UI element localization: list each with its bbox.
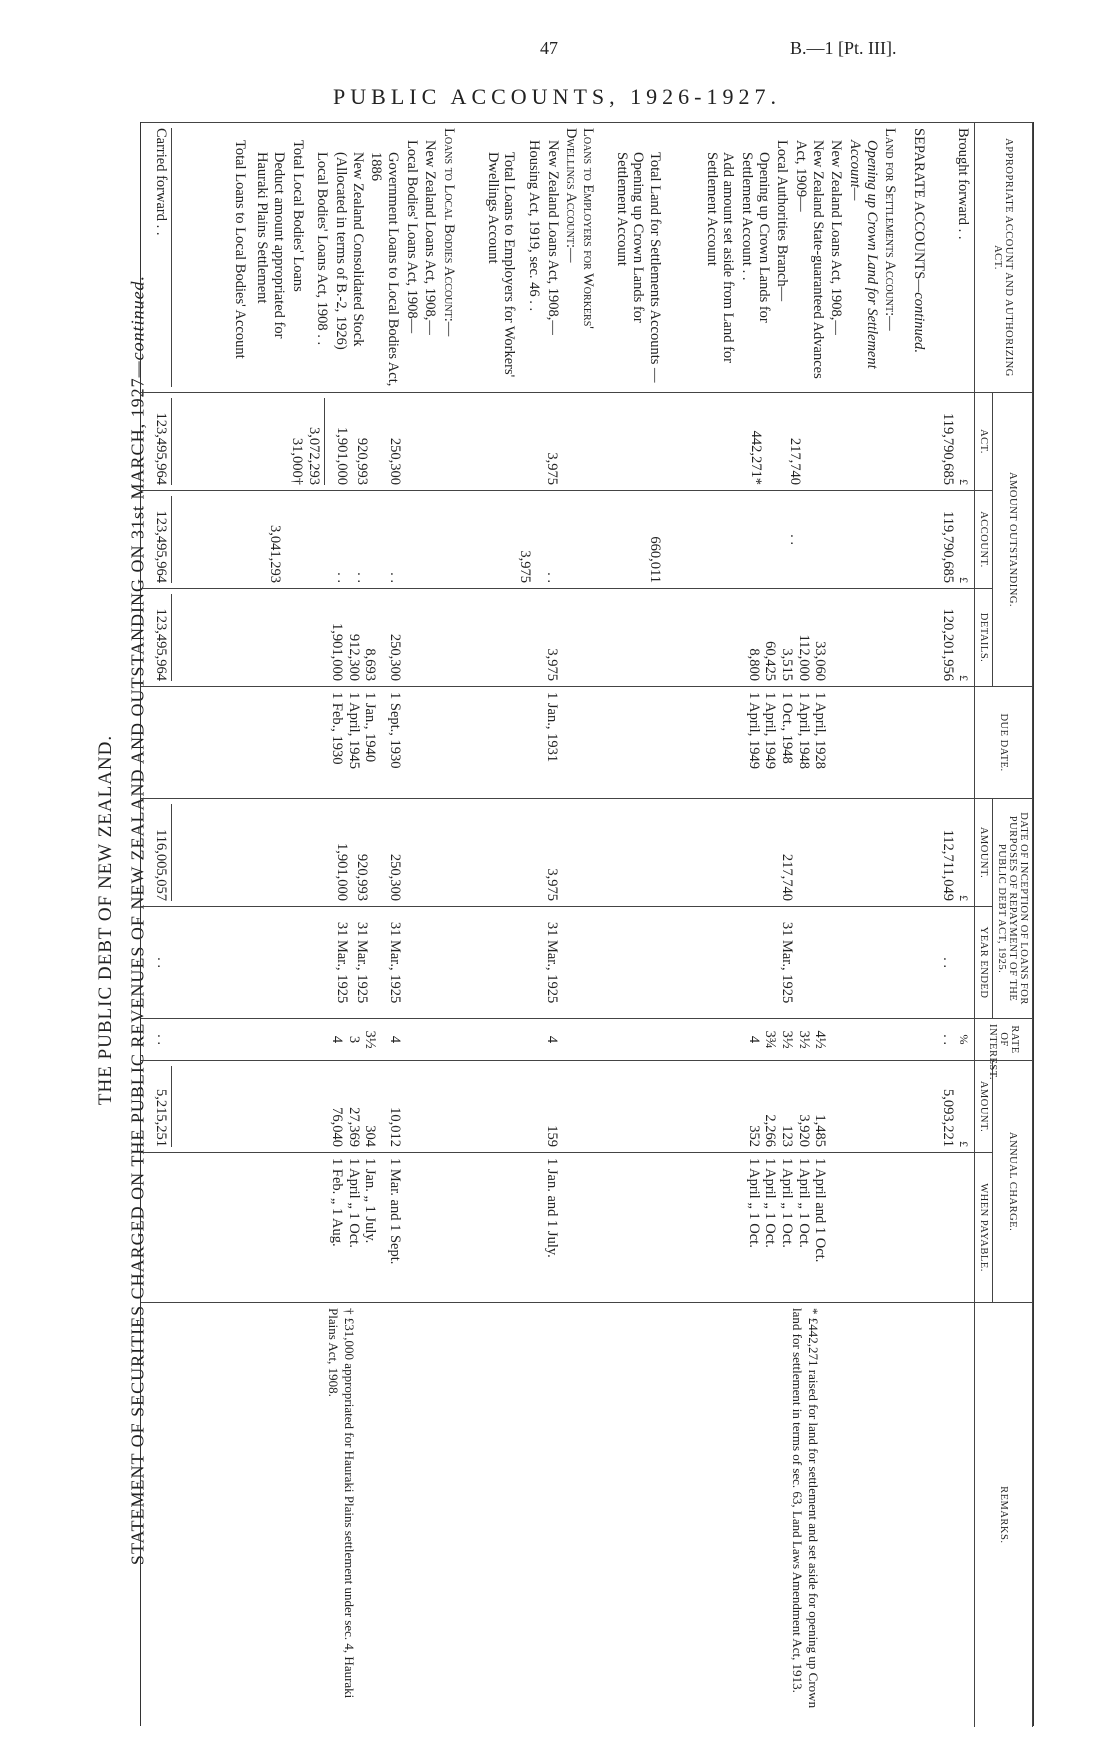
securities-table-frame (140, 122, 1034, 1726)
brought-due (930, 687, 975, 799)
local-act2: Local Bodies' Loans Act, 1908— (403, 140, 420, 334)
carried-charge: 5,215,251 (141, 1061, 189, 1153)
col-header-inception: DATE OF INCEPTION OF LOANS FOR PURPOSES OF REPAYMENT OF THE PUBLIC DEBT ACT, 1925. (993, 799, 1033, 1019)
workers-act: 3,975 (460, 393, 599, 491)
carried-inception: 116,005,057 (141, 799, 189, 907)
lfs-details: 33,060 112,000 3,515 60,425 8,800 (666, 589, 901, 687)
carried-details: 123,495,964 (141, 589, 189, 687)
page-number: 47 (540, 38, 558, 58)
col-header-charge-amount: AMOUNT. (975, 1061, 993, 1153)
brought-inception: £ 112,711,049 (930, 799, 975, 907)
workers-charge: 159 (460, 1061, 599, 1153)
securities-table (141, 122, 1033, 1727)
local-subtotal-label: Total Local Bodies' Loans (289, 140, 306, 292)
remark-note-2: † £31,000 appropriated for Hauraki Plains settlement under sec. 4, Hauraki Plains Act, 1908. (326, 1308, 358, 1699)
lfs-item1: Opening up Crown Lands for Settlement Account . . (739, 152, 772, 323)
lfs-due-dates: 1 April, 1928 1 April, 1948 1 Oct., 1948 1 April, 1949 1 April, 1949 (666, 687, 901, 799)
local-heading: Loans to Local Bodies Account:— (441, 128, 458, 337)
brought-details: £ 120,201,956 (930, 589, 975, 687)
lfs-inception-amount: 217,740 (666, 799, 901, 907)
lfs-heading: Land for Settlements Account:— (882, 128, 899, 331)
workers-rate: 4 (460, 1019, 599, 1061)
brought-year: . . (930, 907, 975, 1019)
col-header-year-ended: YEAR ENDED (975, 907, 993, 1019)
local-due-dates: 1 Sept., 1930 1 Jan., 1940 1 April, 1945 1 Feb., 1930 (189, 687, 460, 799)
workers-details: 3,975 (460, 589, 599, 687)
col-header-remarks: REMARKS. (975, 1303, 1033, 1727)
document-reference: B.—1 [Pt. III]. (790, 38, 897, 58)
carried-forward-label: Carried forward . . (141, 123, 189, 393)
workers-act1: New Zealand Loans Act, 1908,— (544, 140, 561, 335)
lfs-total-label: Total Land for Settlements Accounts — Opening up Crown Lands for Settlement Account (599, 123, 666, 393)
col-header-rate: RATE OF INTEREST. (975, 1019, 1033, 1061)
lfs-act3: Local Authorities Branch— (774, 140, 791, 302)
lfs-account-amounts: . . (666, 491, 901, 589)
separate-accounts-heading: SEPARATE ACCOUNTS—continued. (901, 123, 930, 393)
carried-act: 123,495,964 (141, 393, 189, 491)
workers-item: Housing Act, 1919, sec. 46 . . (525, 140, 542, 312)
col-header-amount-outstanding: AMOUNT OUTSTANDING. (993, 393, 1033, 687)
workers-total-label: Total Loans to Employers for Workers' Dwellings Account (484, 152, 518, 378)
table-row-local-bodies (189, 123, 460, 1727)
local-details: 250,300 8,693 912,300 1,901,000 (189, 589, 460, 687)
local-year-ended: 31 Mar., 1925 31 Mar., 1925 31 Mar., 1925 (189, 907, 460, 1019)
col-header-details: DETAILS. (975, 589, 993, 687)
land-settlements-description (666, 123, 901, 393)
brought-charge: £ 5,093,221 (930, 1061, 975, 1153)
col-header-account-amount: ACCOUNT. (975, 491, 993, 589)
remark-note-1: * £442,271 raised for land for settlement and set aside for opening up Crown land for settlement in terms of sec. 63, Land Laws Amendment Act, 1913. (790, 1308, 821, 1709)
lfs-act1: New Zealand Loans Act, 1908,— (828, 140, 845, 335)
lfs-year-ended: 31 Mar., 1925 (666, 907, 901, 1019)
lfs-charges: 1,485 3,920 123 2,266 352 (666, 1061, 901, 1153)
local-account-amounts: . . . . . . 3,041,293 (189, 491, 460, 589)
continued-label: —continued. (127, 274, 148, 378)
remarks-cell-1 (460, 1303, 974, 1727)
lfs-total-account: 660,011 (599, 491, 666, 589)
lfs-act-amounts: 217,740 442,271* (666, 393, 901, 491)
carried-payable (141, 1153, 189, 1303)
carried-due (141, 687, 189, 799)
lfs-act2: New Zealand State-guaranteed Advances Act, 1909— (793, 140, 826, 379)
local-inception: 250,300 920,993 1,901,000 (189, 799, 460, 907)
workers-dwellings-description (460, 123, 599, 393)
lfs-when-payable: 1 April and 1 Oct. 1 April „ 1 Oct. 1 April „ 1 Oct. 1 April „ 1 Oct. 1 April „ 1 Oct. (666, 1153, 901, 1303)
local-act-amounts: 250,300 920,993 1,901,000 3,072,293 31,000† (189, 393, 460, 491)
brought-forward-label: Brought forward . . (930, 123, 975, 393)
col-header-act: ACT. (975, 393, 993, 491)
local-total-label: Total Loans to Local Bodies' Account (231, 140, 248, 359)
brought-rate: % . . (930, 1019, 975, 1061)
carried-rate: . . (141, 1019, 189, 1061)
lfs-rates: 4½ 3½ 3½ 3¾ 4 (666, 1019, 901, 1061)
local-item2: New Zealand Consolidated Stock (Allocated in terms of B.-2, 1926) (333, 152, 366, 350)
workers-heading: Loans to Employers for Workers' Dwellings Account:— (563, 128, 596, 329)
local-deduct-label: Deduct amount appropriated for Hauraki Plains Settlement (254, 152, 288, 339)
side-title-debt-text: THE PUBLIC DEBT OF NEW ZEALAND. (95, 734, 116, 1106)
brought-act: £ 119,790,685 (930, 393, 975, 491)
lfs-item2: Add amount set aside from Land for Settlement Account (703, 152, 737, 364)
local-item3: Local Bodies' Loans Act, 1908 . . (314, 152, 331, 346)
table-row-brought-forward (930, 123, 975, 1727)
workers-due: 1 Jan., 1931 (460, 687, 599, 799)
workers-inception: 3,975 (460, 799, 599, 907)
table-header (975, 123, 1033, 1727)
col-header-annual-charge: ANNUAL CHARGE. (993, 1061, 1033, 1303)
local-rates: 4 3½ 3 4 (189, 1019, 460, 1061)
local-item1: Government Loans to Local Bodies Act, 1886 (368, 152, 402, 387)
lfs-subheading: Opening up Crown Land for Settlement Account— (847, 140, 880, 369)
side-title-statement-text: STATEMENT OF SECURITIES CHARGED ON THE PUBLIC REVENUES OF NEW ZEALAND AND OUTSTANDING ON 31st MARCH, 1927—continued. (127, 274, 148, 1566)
local-bodies-description (189, 123, 460, 393)
remarks-cell-2 (141, 1303, 460, 1727)
brought-payable (930, 1153, 975, 1303)
workers-payable: 1 Jan. and 1 July. (460, 1153, 599, 1303)
col-header-when-payable: WHEN PAYABLE. (975, 1153, 993, 1303)
local-when-payable: 1 Mar. and 1 Sept. 1 Jan. „ 1 July. 1 April „ 1 Oct. 1 Feb. „ 1 Aug. (189, 1153, 460, 1303)
col-header-account: APPROPRIATE ACCOUNT AND AUTHORIZING ACT. (975, 123, 1033, 393)
col-header-inception-amount: AMOUNT. (975, 799, 993, 907)
col-header-due-date: DUE DATE. (975, 687, 1033, 799)
carried-year: . . (141, 907, 189, 1019)
page-title: PUBLIC ACCOUNTS, 1926-1927. (333, 84, 781, 109)
workers-year: 31 Mar., 1925 (460, 907, 599, 1019)
local-act1: New Zealand Loans Act, 1908,— (422, 140, 439, 335)
brought-account: £ 119,790,685 (930, 491, 975, 589)
local-charges: 10,012 304 27,369 76,040 (189, 1061, 460, 1153)
carried-account: 123,495,964 (141, 491, 189, 589)
workers-account: . . 3,975 (460, 491, 599, 589)
securities-table-rotated (141, 122, 1033, 1726)
